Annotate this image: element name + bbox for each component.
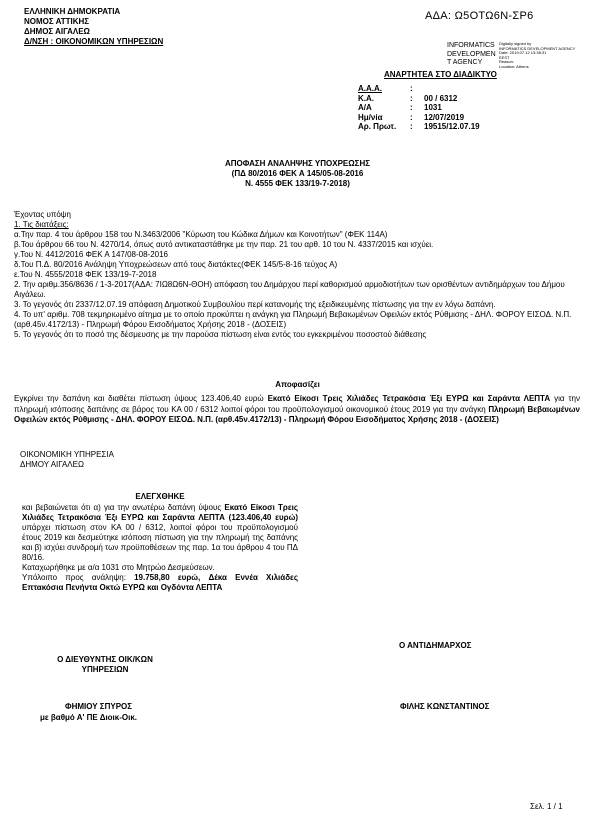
title-line-2: (ΠΔ 80/2016 ΦΕΚ Α 145/05-08-2016 bbox=[231, 169, 364, 178]
stamp-detail-line: EEST bbox=[499, 54, 510, 60]
stamp-details bbox=[499, 42, 575, 70]
stamp-org-line: DEVELOPMEN bbox=[447, 50, 496, 58]
director-grade: με βαθμό Α' ΠΕ Διοικ-Οικ. bbox=[40, 713, 138, 722]
issuer-line-prefecture: ΝΟΜΟΣ ΑΤΤΙΚΗΣ bbox=[24, 17, 90, 26]
registry-row bbox=[356, 122, 482, 132]
financial-service bbox=[20, 450, 114, 470]
stamp-detail-line: Digitally signed by bbox=[499, 41, 532, 46]
registry-sep: : bbox=[410, 93, 413, 103]
registry-value: 19515/12.07.19 bbox=[424, 122, 480, 131]
registry-value: 1031 bbox=[424, 103, 442, 112]
director-title bbox=[30, 655, 180, 675]
registry-label: Α.Α.Α. bbox=[358, 84, 382, 93]
remaining-words: Δέκα Εννέα Χιλιάδες Επτακόσια Πενήντα Οκτώ ΕΥΡΩ και Ογδόντα ΛΕΠΤΑ bbox=[22, 573, 298, 592]
document-title bbox=[0, 159, 595, 189]
registry-label: Αρ. Πρωτ. bbox=[358, 122, 397, 131]
remaining-label: Υπόλοιπο προς ανάληψη: bbox=[22, 573, 126, 582]
stamp-org-line: INFORMATICS bbox=[447, 42, 495, 49]
registry-table bbox=[356, 84, 482, 132]
registry-value: 00 / 6312 bbox=[424, 93, 458, 103]
registry-sep: : bbox=[410, 122, 413, 131]
registry-value bbox=[422, 84, 482, 94]
consideration-point: 4. Το υπ' αριθμ. 708 τεκμηριωμένο αίτημα με το οποίο προκύπτει η ανάγκη για Πληρωμή Βεβαιωμένων Οφειλών εκτός Ρύθμισης - ΔΗΛ. ΦΟΡΟΥ ΕΙΣΟΔ. Ν.Π. (αρθ.45ν.4172/13) - Πληρωμή Φόρου Εισοδήματος Χρήσης 2018 - (ΔΟΣΕΙΣ) bbox=[14, 310, 572, 329]
decision-text-b: για την πληρωμή ισόποσης δαπάνης σε βάρος του ΚΑ 00 / 6312 λοιποί φόροι του προϋπολογισμού οικονομικού έτους 2019 για την ανάγκη bbox=[14, 394, 580, 414]
registry-sep: : bbox=[410, 112, 413, 122]
considering-section bbox=[14, 210, 580, 340]
considering-intro: Έχοντας υπόψη bbox=[14, 210, 71, 219]
issuer-line-directorate: Δ/ΝΣΗ : ΟΙΚΟΝΟΜΙΚΩΝ ΥΠΗΡΕΣΙΩΝ bbox=[24, 37, 164, 46]
registry-row bbox=[356, 103, 482, 113]
checked-text-a: και βεβαιώνεται ότι α) για την ανωτέρω δαπάνη ύψους bbox=[22, 503, 222, 512]
provision-item: γ.Του Ν. 4412/2016 ΦΕΚ Α 147/08-08-2016 bbox=[14, 250, 168, 259]
consideration-point: 5. Το γεγονός ότι το ποσό της δέσμευσης με την παρούσα πίστωση είναι εντός του εγκεκριμένου ποσοστού διάθεσης bbox=[14, 330, 427, 339]
stamp-detail-line: INFORMATICS DEVELOPMENT AGENCY bbox=[499, 45, 576, 51]
deputy-mayor-name: ΦΙΛΗΣ ΚΩΝΣΤΑΝΤΙΝΟΣ bbox=[400, 702, 490, 711]
decision-text-a: Εγκρίνει την δαπάνη και διαθέτει πίστωση ύψους 123.406,40 ευρώ bbox=[14, 394, 264, 403]
checked-registry-line: Καταχωρήθηκε με α/α 1031 στο Μητρώο Δεσμεύσεων. bbox=[22, 563, 215, 572]
remaining-amount: 19.758,80 ευρώ, bbox=[134, 573, 201, 582]
registry-row bbox=[356, 84, 482, 94]
consideration-point: 3. Το γεγονός ότι 2337/12.07.19 απόφαση Δημοτικού Συμβουλίου περί κατανομής της εξειδικευμένης πίστωσης για την εν λόγω δαπάνη. bbox=[14, 300, 496, 309]
ada-code: ΑΔΑ: Ω5ΟΤΩ6Ν-ΣΡ6 bbox=[425, 10, 534, 22]
posted-online-label: ΑΝΑΡΤΗΤΕΑ ΣΤΟ ΔΙΑΔΙΚΤΥΟ bbox=[384, 70, 497, 79]
considering-heading: 1. Τις διατάξεις: bbox=[14, 220, 69, 229]
checked-text bbox=[22, 503, 298, 593]
registry-sep: : bbox=[410, 103, 413, 112]
provision-item: α.Την παρ. 4 του άρθρου 158 του Ν.3463/2006 "Κύρωση του Κώδικα Δήμων και Κοινοτήτων" (ΦΕΚ 114Α) bbox=[14, 230, 388, 239]
issuer-line-municipality: ΔΗΜΟΣ ΑΙΓΑΛΕΩ bbox=[24, 27, 90, 36]
checked-heading: ΕΛΕΓΧΘΗΚΕ bbox=[135, 492, 185, 501]
registry-label: Κ.Α. bbox=[358, 93, 374, 103]
registry-label: Α/Α bbox=[358, 103, 372, 112]
checked-remaining bbox=[22, 573, 298, 593]
decision-heading: Αποφασίζει bbox=[275, 380, 320, 389]
decision-purpose: Πληρωμή Βεβαιωμένων Οφειλών εκτός Ρύθμισης - ΔΗΛ. ΦΟΡΟΥ ΕΙΣΟΔ. Ν.Π. (αρθ.45ν.4172/13) - Πληρωμή Φόρου Εισοδήματος Χρήσης 2018 - (ΔΟΣΕΙΣ) bbox=[14, 404, 581, 424]
provision-item: β.Του άρθρου 66 του Ν. 4270/14, όπως αυτό αντικαταστάθηκε με την παρ. 21 του αρθ. 10 του Ν. 4337/2015 και ισχύει. bbox=[14, 240, 434, 249]
title-line-1: ΑΠΟΦΑΣΗ ΑΝΑΛΗΨΗΣ ΥΠΟΧΡΕΩΣΗΣ bbox=[224, 159, 371, 168]
registry-row bbox=[356, 113, 482, 123]
decision-text bbox=[14, 394, 580, 426]
consideration-point: 2. Την αριθμ.356/8636 / 1-3-2017(ΑΔΑ: 7ΙΩ8Ω6Ν-ΘΟΗ) απόφαση του Δημάρχου περί καθορισμού αρμοδιοτήτων των ορισθέντων αντιδημάρχων του Δήμου Αιγάλεω. bbox=[14, 280, 565, 299]
deputy-mayor-title: Ο ΑΝΤΙΔΗΜΑΡΧΟΣ bbox=[399, 641, 472, 650]
checked-text-b: υπάρχει πίστωση στον ΚΑ 00 / 6312, λοιποί φόροι του προϋπολογισμού έτους 2019 και δεσμεύτηκε ισόποση πίστωση για την πληρωμή της δαπάνης και β) ισχύει συνδρομή των προϋποθέσεων της παρ. 1α του άρθρου 4 του ΠΔ 80/16. bbox=[22, 523, 298, 562]
stamp-detail-line: Location: Athens bbox=[499, 63, 529, 69]
service-line-2: ΔΗΜΟΥ ΑΙΓΑΛΕΩ bbox=[20, 460, 84, 469]
director-title-line-2: ΥΠΗΡΕΣΙΩΝ bbox=[81, 665, 129, 674]
director-name: ΦΗΜΙΟΥ ΣΠΥΡΟΣ bbox=[65, 702, 133, 711]
stamp-organization bbox=[447, 42, 496, 68]
stamp-detail-line: Reason: bbox=[499, 59, 514, 65]
issuer-line-country: ΕΛΛΗΝΙΚΗ ΔΗΜΟΚΡΑΤΙΑ bbox=[24, 7, 121, 16]
provision-item: δ.Του Π.Δ. 80/2016 Ανάληψη Υποχρεώσεων από τους διατάκτες(ΦΕΚ 145/5-8-16 τεύχος Α) bbox=[14, 260, 338, 269]
stamp-detail-line: Date: 2019.07.12 13:38:31 bbox=[499, 50, 547, 56]
service-line-1: ΟΙΚΟΝΟΜΙΚΗ ΥΠΗΡΕΣΙΑ bbox=[20, 450, 114, 459]
page-number: Σελ. 1 / 1 bbox=[530, 802, 563, 811]
decision-amount-words: Εκατό Είκοσι Τρεις Χιλιάδες Τετρακόσια Έξι ΕΥΡΩ και Σαράντα ΛΕΠΤΑ bbox=[267, 394, 551, 403]
provision-item: ε.Του Ν. 4555/2018 ΦΕΚ 133/19-7-2018 bbox=[14, 270, 157, 279]
title-line-3: Ν. 4555 ΦΕΚ 133/19-7-2018) bbox=[245, 179, 350, 188]
registry-row bbox=[356, 94, 482, 104]
issuer-block bbox=[24, 7, 163, 47]
stamp-org-line: T AGENCY bbox=[447, 59, 483, 66]
checked-amount-words: Εκατό Είκοσι Τρεις Χιλιάδες Τετρακόσια Έξι ΕΥΡΩ και Σαράντα ΛΕΠΤΑ (123.406,40 ευρώ) bbox=[22, 503, 298, 522]
director-title-line-1: Ο ΔΙΕΥΘΥΝΤΗΣ ΟΙΚ/ΚΩΝ bbox=[57, 655, 153, 664]
registry-label: Ημ/νία bbox=[358, 112, 383, 122]
registry-sep: : bbox=[410, 84, 413, 93]
registry-value: 12/07/2019 bbox=[424, 112, 465, 122]
